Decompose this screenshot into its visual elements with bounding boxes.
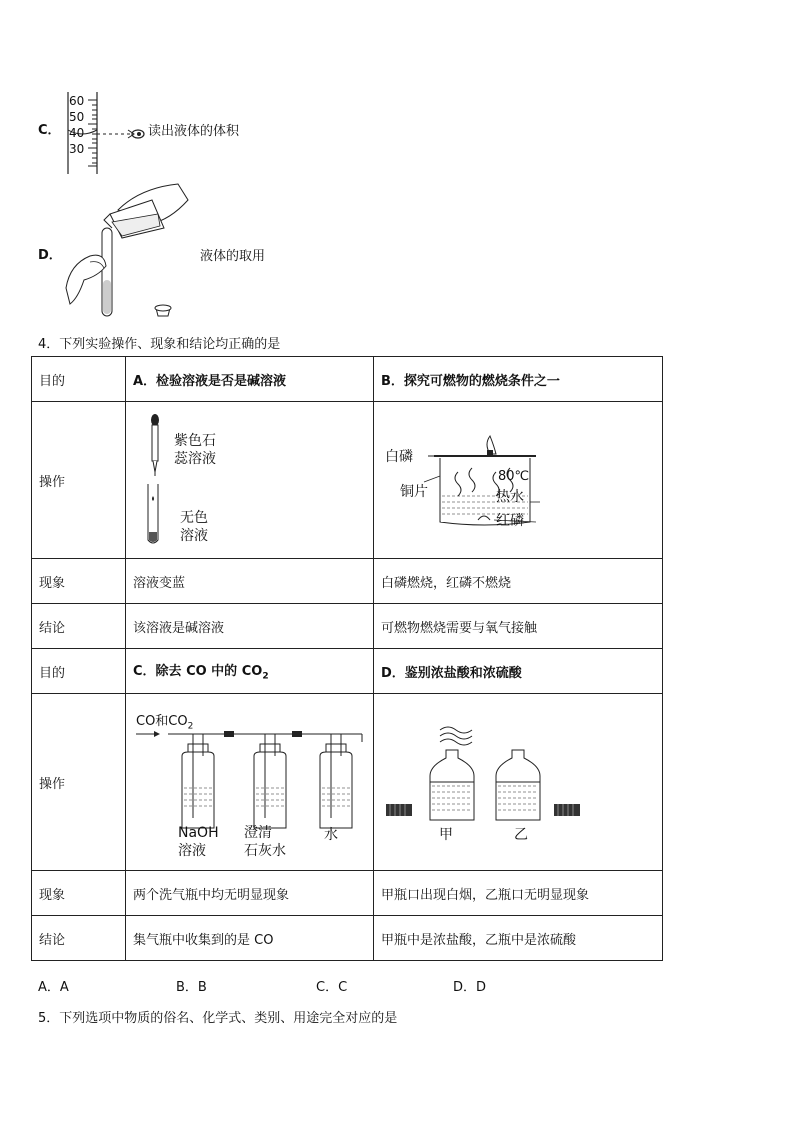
bottle-3-label: 水	[324, 827, 338, 843]
b-operation-cell	[374, 402, 663, 559]
phosphorus-combustion-figure	[414, 432, 554, 532]
white-phosphorus-label: 白磷	[385, 449, 413, 465]
bottle-2-label: 石灰水	[244, 843, 286, 859]
reagent-label: 蕊溶液	[174, 451, 216, 467]
reagent-label: 紫色石	[174, 433, 216, 449]
tick-label: 60	[69, 94, 85, 108]
row-label-conclusion: 结论	[32, 916, 126, 961]
copper-sheet-label: 铜片	[400, 484, 428, 500]
row-label-purpose: 目的	[32, 649, 126, 694]
option-d-letter: D．	[38, 248, 62, 263]
row-label-phenomenon: 现象	[32, 871, 126, 916]
choice-d[interactable]: D．D	[453, 980, 487, 995]
question-4-table	[31, 356, 663, 961]
reagent-bottles-figure	[384, 716, 584, 826]
hot-water-label: 热水	[496, 489, 524, 505]
option-d-caption: 液体的取用	[200, 249, 266, 264]
bottle-1-label: NaOH	[178, 825, 219, 841]
temperature-label: 80℃	[498, 469, 530, 484]
d-conclusion: 甲瓶中是浓盐酸，乙瓶中是浓硫酸	[374, 916, 663, 961]
option-c-letter: C．	[38, 123, 61, 138]
tick-label: 50	[69, 110, 85, 124]
row-label-purpose: 目的	[32, 357, 126, 402]
row-label-conclusion: 结论	[32, 604, 126, 649]
question-5-stem: 5．下列选项中物质的俗名、化学式、类别、用途完全对应的是	[38, 1011, 398, 1026]
c-purpose: C．除去 CO 中的 $CO_2$	[126, 649, 374, 694]
tick-label: 40	[69, 126, 85, 140]
c-operation-cell	[126, 694, 374, 871]
choice-b[interactable]: B．B	[176, 980, 207, 995]
tick-label: 30	[69, 142, 85, 156]
b-phenomenon: 白磷燃烧，红磷不燃烧	[374, 559, 663, 604]
row-label-operation: 操作	[32, 694, 126, 871]
a-purpose: A．检验溶液是否是碱溶液	[126, 357, 374, 402]
b-conclusion: 可燃物燃烧需要与氧气接触	[374, 604, 663, 649]
a-conclusion: 该溶液是碱溶液	[126, 604, 374, 649]
choice-a[interactable]: A．A	[38, 980, 69, 995]
solution-label: 无色	[180, 510, 208, 526]
gas-washing-bottles-figure	[130, 722, 368, 832]
d-operation-cell	[374, 694, 663, 871]
a-phenomenon: 溶液变蓝	[126, 559, 374, 604]
c-conclusion: 集气瓶中收集到的是 CO	[126, 916, 374, 961]
bottle-yi-label: 乙	[514, 827, 528, 843]
d-phenomenon: 甲瓶口出现白烟，乙瓶口无明显现象	[374, 871, 663, 916]
cylinder-ticks	[69, 93, 84, 157]
option-c-caption: 读出液体的体积	[148, 124, 240, 139]
red-phosphorus-label: 红磷	[496, 513, 524, 529]
solution-label: 溶液	[180, 528, 208, 544]
row-label-phenomenon: 现象	[32, 559, 126, 604]
c-phenomenon: 两个洗气瓶中均无明显现象	[126, 871, 374, 916]
row-label-operation: 操作	[32, 402, 126, 559]
bottle-jia-label: 甲	[439, 827, 453, 843]
gas-mixture-label: CO和$CO_2$	[136, 714, 194, 732]
question-4-stem: 4．下列实验操作、现象和结论均正确的是	[38, 337, 281, 352]
liquid-pouring-figure	[60, 180, 195, 320]
a-operation-cell	[126, 402, 374, 559]
bottle-2-label: 澄清	[244, 825, 272, 841]
d-purpose: D．鉴别浓盐酸和浓硫酸	[374, 649, 663, 694]
bottle-1-label: 溶液	[178, 843, 206, 859]
choice-c[interactable]: C．C	[316, 980, 348, 995]
b-purpose: B．探究可燃物的燃烧条件之一	[374, 357, 663, 402]
